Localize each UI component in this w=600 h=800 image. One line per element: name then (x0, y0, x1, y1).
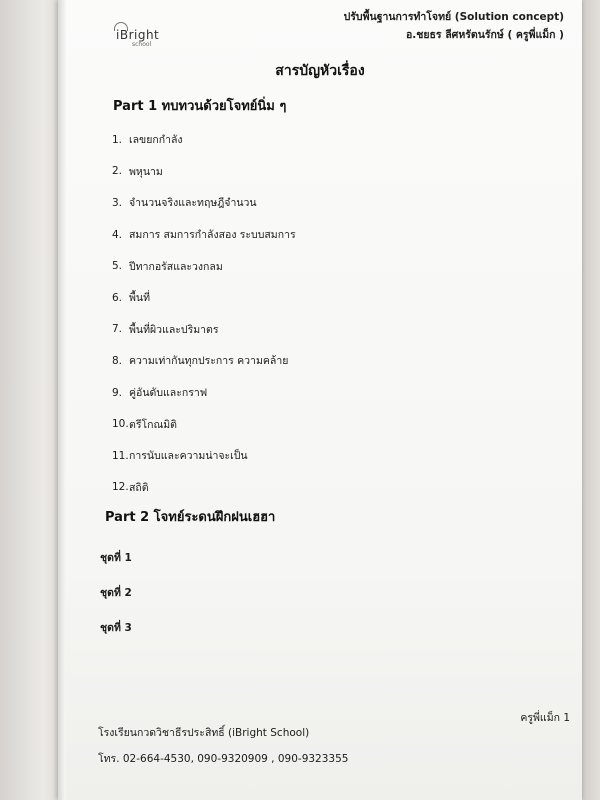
part1-heading: Part 1 ทบทวนด้วยโจทย์นิ่ม ๆ (113, 99, 287, 114)
document-page (58, 0, 582, 800)
item-label: ตรีโกณมิติ (129, 418, 177, 431)
list-item (112, 377, 296, 409)
item-number: 6. (112, 291, 123, 304)
item-label: คู่อันดับและกราฟ (129, 387, 208, 400)
item-number: 7. (112, 323, 123, 336)
list-item (112, 314, 296, 346)
footer-phone: โทร. 02-664-4530, 090-9320909 , 090-9323355 (98, 753, 349, 765)
course-title: ปรับพื้นฐานการทำโจทย์ (Solution concept) (343, 11, 564, 23)
set-item: ชุดที่ 1 (100, 552, 132, 564)
list-item (112, 250, 296, 282)
item-number: 4. (112, 228, 123, 241)
background-right (580, 0, 600, 800)
item-label: สถิติ (129, 481, 149, 494)
list-item (112, 156, 296, 188)
item-label: เลขยกกำลัง (129, 134, 183, 147)
set-item: ชุดที่ 2 (100, 587, 132, 599)
page-header (344, 8, 564, 44)
item-label: ความเท่ากันทุกประการ ความคล้าย (129, 355, 289, 368)
item-label: พื้นที่ผิวและปริมาตร (129, 323, 219, 336)
item-number: 2. (112, 165, 123, 178)
page-number: ครูพี่แม็ก 1 (520, 712, 570, 724)
teacher-name: อ.ชยธร ลีศหรัตนรักษ์ ( ครูพี่แม็ก ) (405, 29, 564, 41)
footer-school: โรงเรียนกวดวิชาธีรประสิทธิ์ (iBright School) (98, 727, 310, 739)
item-number: 3. (112, 196, 123, 209)
logo-arc-icon (114, 22, 128, 31)
item-number: 11. (112, 449, 129, 462)
item-label: จำนวนจริงและทฤษฎีจำนวน (129, 197, 257, 210)
item-number: 9. (112, 386, 123, 399)
list-item (112, 187, 296, 219)
item-number: 10. (112, 418, 129, 431)
background-left (0, 0, 62, 800)
list-item (112, 345, 296, 377)
part2-list (100, 540, 132, 645)
page-title: สารบัญหัวเรื่อง (275, 63, 365, 79)
item-number: 5. (112, 260, 123, 273)
item-label: พื้นที่ (129, 292, 151, 305)
item-label: การนับและความน่าจะเป็น (129, 450, 248, 463)
list-item (112, 472, 296, 504)
list-item (112, 440, 296, 472)
list-item (112, 219, 296, 251)
item-label: ปีทากอรัสและวงกลม (129, 260, 223, 273)
binding-spine (58, 0, 66, 800)
part2-heading: Part 2 โจทย์ระดนฝึกฝนเฮฮา (105, 510, 276, 525)
school-logo (116, 28, 159, 48)
item-number: 12. (112, 481, 129, 494)
set-item: ชุดที่ 3 (100, 622, 132, 634)
item-number: 1. (112, 133, 123, 146)
list-item (112, 282, 296, 314)
list-item (112, 124, 296, 156)
logo-subtitle: school (132, 41, 152, 48)
logo-name: iBright (116, 28, 160, 42)
item-number: 8. (112, 354, 123, 367)
list-item (112, 408, 296, 440)
item-label: สมการ สมการกำลังสอง ระบบสมการ (129, 229, 296, 242)
item-label: พหุนาม (129, 165, 163, 178)
part1-list (112, 124, 296, 503)
